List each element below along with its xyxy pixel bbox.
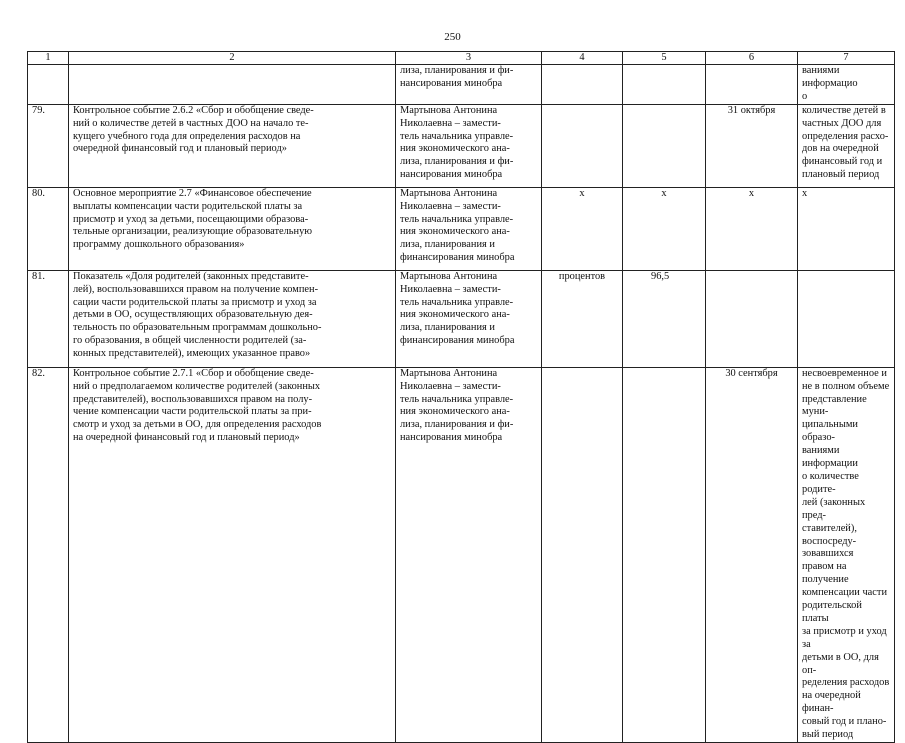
date-cell: 31 октября xyxy=(706,104,798,187)
responsible-cell: лиза, планирования и фи- нансирования минобра xyxy=(396,65,542,105)
risk-cell xyxy=(798,270,895,367)
header-cell: 2 xyxy=(69,52,396,65)
row-number-cell: 82. xyxy=(28,367,69,742)
risk-cell: х xyxy=(798,187,895,270)
responsible-cell: Мартынова Антонина Николаевна – замести- тель начальника управле- ния экономического ана- лиза, планирования и фи- нансирования минобра xyxy=(396,367,542,742)
row-number-cell: 80. xyxy=(28,187,69,270)
unit-cell: х xyxy=(542,187,623,270)
value-cell xyxy=(623,65,706,105)
unit-cell xyxy=(542,367,623,742)
row-number-cell xyxy=(28,65,69,105)
activity-name-cell xyxy=(69,65,396,105)
unit-cell: процентов xyxy=(542,270,623,367)
date-cell: х xyxy=(706,187,798,270)
unit-cell xyxy=(542,65,623,105)
header-cell: 3 xyxy=(396,52,542,65)
row-number-cell: 79. xyxy=(28,104,69,187)
value-cell xyxy=(623,367,706,742)
row-number-cell: 81. xyxy=(28,270,69,367)
responsible-cell: Мартынова Антонина Николаевна – замести- тель начальника управле- ния экономического ана- лиза, планирования и фи- нансирования минобра xyxy=(396,104,542,187)
responsible-cell: Мартынова Антонина Николаевна – замести- тель начальника управле- ния экономического ана- лиза, планирования и финансирования минобра xyxy=(396,270,542,367)
header-cell: 6 xyxy=(706,52,798,65)
header-cell: 5 xyxy=(623,52,706,65)
responsible-cell: Мартынова Антонина Николаевна – замести- тель начальника управле- ния экономического ана- лиза, планирования и финансирования минобра xyxy=(396,187,542,270)
date-cell xyxy=(706,65,798,105)
activity-name-cell: Основное мероприятие 2.7 «Финансовое обеспечение выплаты компенсации части родительской платы за присмотр и уход за детьми, посещающими образова- тельные организации, реализующие образовательную программу дошкольного образования» xyxy=(69,187,396,270)
activity-name-cell: Показатель «Доля родителей (законных представите- лей), воспользовавшихся правом на получение компен- сации части родительской платы за присмотр и уход за детьми в ОО, осуществляющих образовательную дея- тельность по образовательным программам дошкольно- го образования, в общей численности родителей (за- конных представителей), имеющих указанное право» xyxy=(69,270,396,367)
unit-cell xyxy=(542,104,623,187)
table-row xyxy=(28,367,895,742)
risk-cell: количестве детей в частных ДОО для определения расхо- дов на очередной финансовый год и плановый период xyxy=(798,104,895,187)
activity-name-cell: Контрольное событие 2.7.1 «Сбор и обобщение сведе- ний о предполагаемом количестве родителей (законных представителей), воспользовавшихся правом на полу- чение компенсации части родительской платы за при- смотр и уход за детьми в ОО, для определения расходов на очередной финансовый год и плановый период» xyxy=(69,367,396,742)
header-cell: 1 xyxy=(28,52,69,65)
table-row xyxy=(28,104,895,187)
date-cell xyxy=(706,270,798,367)
page-number: 250 xyxy=(444,31,461,43)
risk-cell: несвоевременное и не в полном объеме представление муни- ципальными образо- ваниями информации о количестве родите- лей (законных пред- ставителей), воспосреду- зовавшихся правом на получение компенсации части родительской платы за присмотр и уход за детьми в ОО, для оп- ределения расходов на очередной финан- совый год и плано- вый период xyxy=(798,367,895,742)
table-row xyxy=(28,187,895,270)
table-row xyxy=(28,65,895,105)
value-cell xyxy=(623,104,706,187)
risk-cell: ваниями информацио о xyxy=(798,65,895,105)
header-row xyxy=(28,52,895,65)
header-cell: 7 xyxy=(798,52,895,65)
value-cell: 96,5 xyxy=(623,270,706,367)
plan-table xyxy=(27,51,895,743)
table-row xyxy=(28,270,895,367)
value-cell: х xyxy=(623,187,706,270)
activity-name-cell: Контрольное событие 2.6.2 «Сбор и обобщение сведе- ний о количестве детей в частных ДОО на начало те- кущего учебного года для определения расходов на очередной финансовый год и плановый период» xyxy=(69,104,396,187)
header-cell: 4 xyxy=(542,52,623,65)
date-cell: 30 сентября xyxy=(706,367,798,742)
